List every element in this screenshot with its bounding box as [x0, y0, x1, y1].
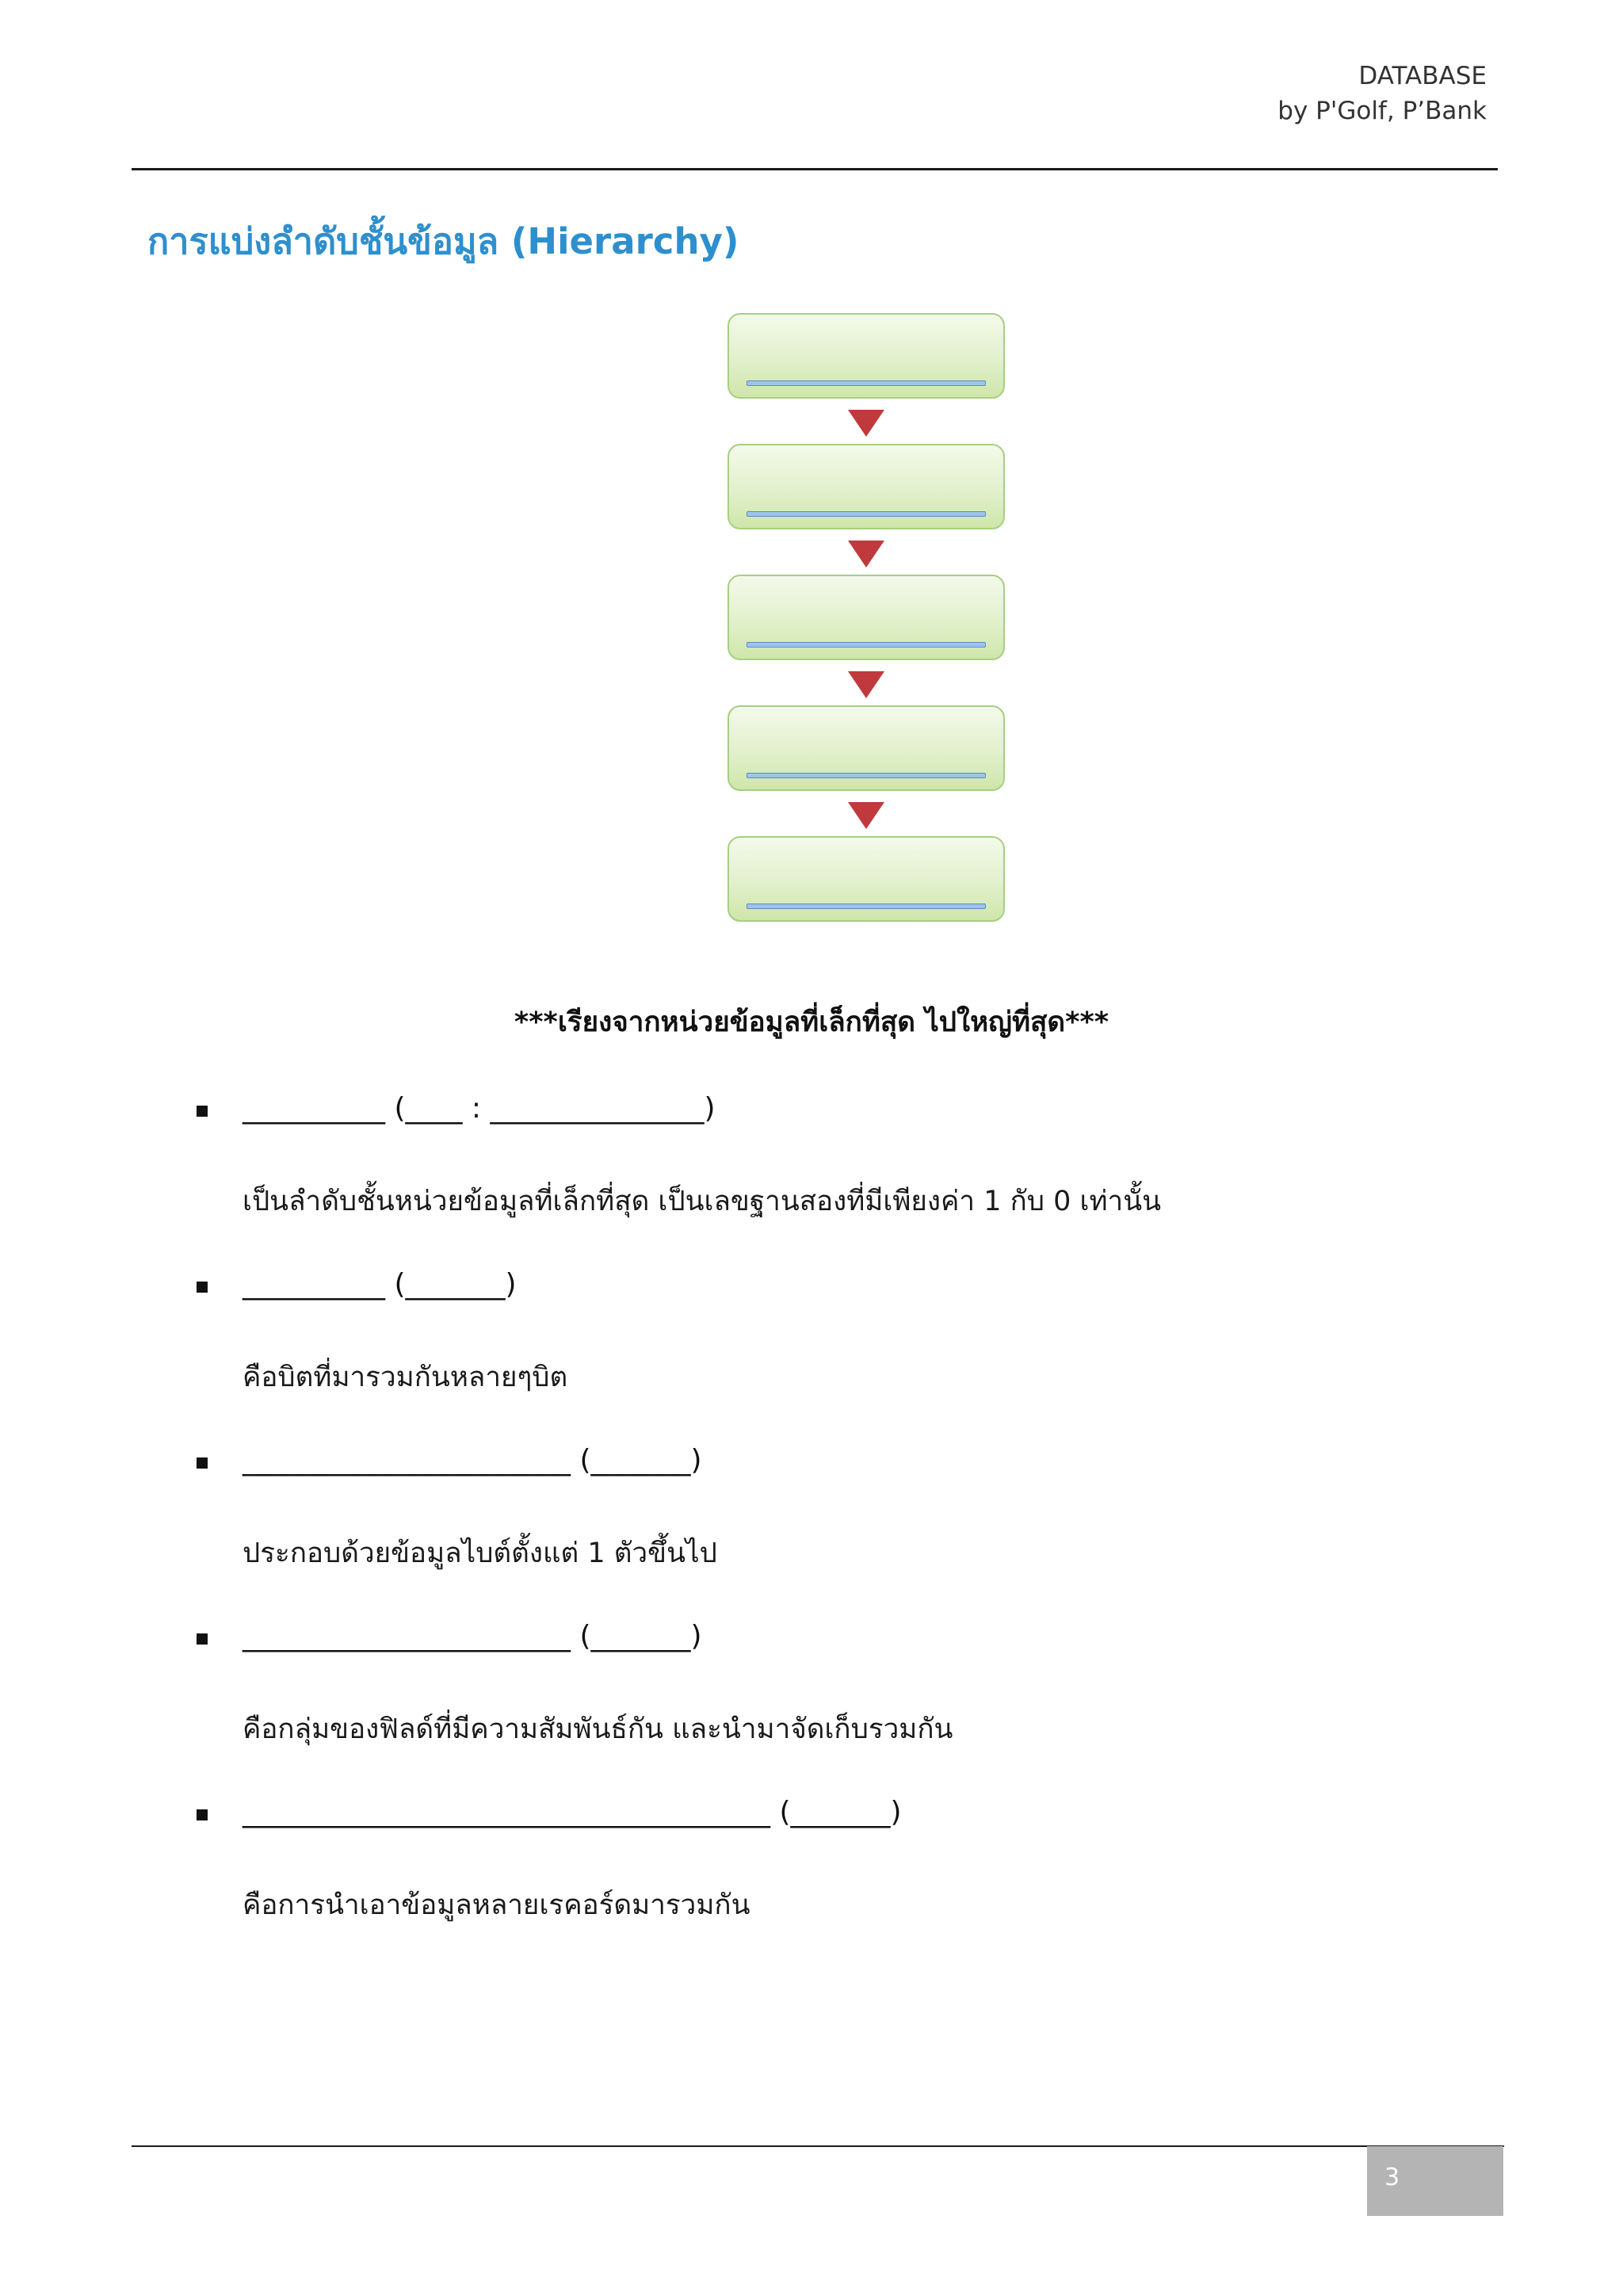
footer-divider	[132, 2145, 1504, 2147]
fill-in-blank: _____________________________________ (_______)	[242, 1796, 902, 1828]
square-bullet-icon	[197, 1282, 208, 1293]
fill-in-blank: __________ (____ : _______________)	[242, 1092, 716, 1125]
hierarchy-level-2-blank	[747, 511, 986, 517]
fill-in-blank: _______________________ (_______)	[242, 1444, 702, 1477]
fill-in-blank: __________ (_______)	[242, 1268, 517, 1301]
hierarchy-diagram	[727, 313, 1006, 922]
item-description: คือการนำเอาข้อมูลหลายเรคอร์ดมารวมกัน	[242, 1889, 750, 1921]
square-bullet-icon	[197, 1809, 208, 1820]
item-description: ประกอบด้วยข้อมูลไบต์ตั้งแต่ 1 ตัวขึ้นไป	[242, 1538, 717, 1569]
header-divider	[132, 168, 1498, 170]
hierarchy-level-2-box	[727, 444, 1005, 529]
header-title: DATABASE	[1358, 62, 1487, 90]
ordering-note: ***เรียงจากหน่วยข้อมูลที่เล็กที่สุด ไปใหญ่ที่สุด***	[514, 1007, 1109, 1038]
square-bullet-icon	[197, 1457, 208, 1469]
hierarchy-level-5-blank	[747, 904, 986, 909]
header-authors: by P'Golf, P’Bank	[1277, 97, 1487, 125]
section-heading: การแบ่งลำดับชั้นข้อมูล (Hierarchy)	[147, 220, 739, 262]
hierarchy-level-1-blank	[747, 380, 986, 386]
hierarchy-level-3-box	[727, 575, 1005, 660]
hierarchy-level-4-box	[727, 705, 1005, 791]
square-bullet-icon	[197, 1106, 208, 1117]
hierarchy-level-5-box	[727, 836, 1005, 922]
hierarchy-level-3-blank	[747, 642, 986, 648]
down-arrow-icon	[848, 671, 884, 698]
item-description: คือกลุ่มของฟิลด์ที่มีความสัมพันธ์กัน และนำมาจัดเก็บรวมกัน	[242, 1713, 953, 1745]
item-description: เป็นลำดับชั้นหน่วยข้อมูลที่เล็กที่สุด เป็นเลขฐานสองที่มีเพียงค่า 1 กับ 0 เท่านั้น	[242, 1186, 1162, 1217]
hierarchy-level-1-box	[727, 313, 1005, 399]
hierarchy-level-4-blank	[747, 773, 986, 778]
item-description: คือบิตที่มารวมกันหลายๆบิต	[242, 1362, 568, 1393]
page-number: 3	[1367, 2146, 1503, 2216]
fill-in-blank: _______________________ (_______)	[242, 1620, 702, 1652]
running-header	[1277, 59, 1487, 128]
down-arrow-icon	[848, 410, 884, 437]
down-arrow-icon	[848, 541, 884, 567]
down-arrow-icon	[848, 802, 884, 829]
square-bullet-icon	[197, 1633, 208, 1645]
